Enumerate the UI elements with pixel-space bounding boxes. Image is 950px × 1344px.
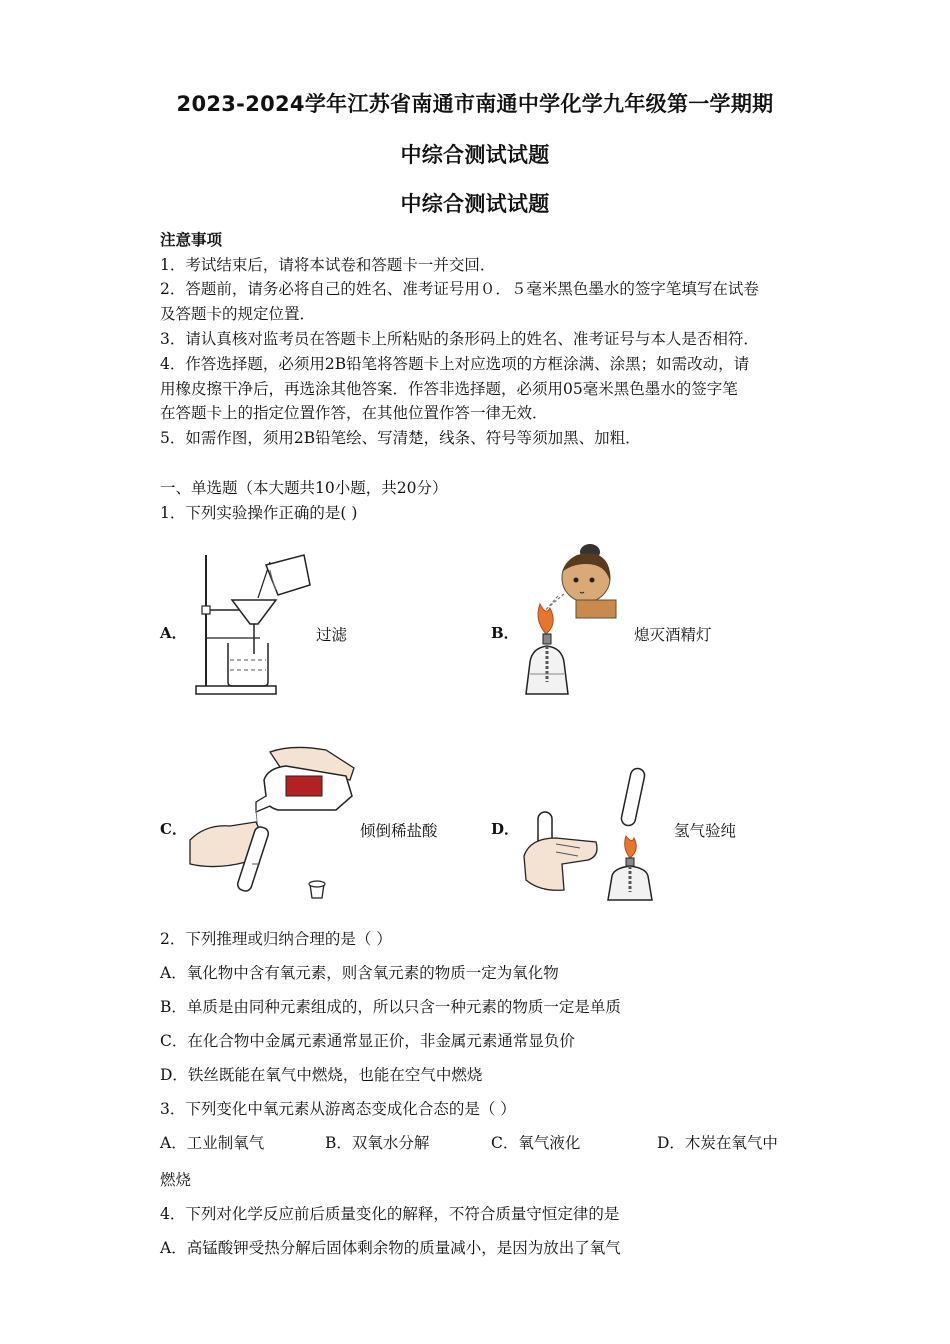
q2-option-d: D．铁丝既能在氧气中燃烧，也能在空气中燃烧 — [160, 1066, 483, 1084]
q1-option-c-caption: 倾倒稀盐酸 — [360, 822, 438, 840]
q4-option-a: A．高锰酸钾受热分解后固体剩余物的质量减小，是因为放出了氧气 — [160, 1239, 621, 1257]
q2-option-a: A．氧化物中含有氧元素，则含氧元素的物质一定为氧化物 — [160, 964, 559, 982]
notice-item: 在答题卡上的指定位置作答，在其他位置作答一律无效． — [160, 404, 548, 422]
question-2-stem: 2．下列推理或归纳合理的是（ ） — [160, 930, 392, 948]
question-1-stem: 1．下列实验操作正确的是( ) — [160, 504, 358, 522]
q1-option-b-caption: 熄灭酒精灯 — [634, 626, 712, 644]
q3-options-row — [160, 1131, 800, 1153]
notice-item: 用橡皮擦干净后，再选涂其他答案．作答非选择题，必须用05毫米黑色墨水的签字笔 — [160, 380, 738, 398]
question-4-stem: 4．下列对化学反应前后质量变化的解释，不符合质量守恒定律的是 — [160, 1205, 620, 1223]
blow-out-lamp-icon — [516, 534, 621, 699]
q2-option-b: B．单质是由同种元素组成的，所以只含一种元素的物质一定是单质 — [160, 998, 621, 1016]
notice-item: 4．作答选择题，必须用2B铅笔将答题卡上对应选项的方框涂满、涂黑；如需改动，请 — [160, 355, 750, 373]
q3-option-b: B．双氧水分解 — [325, 1134, 430, 1152]
q3-option-a: A．工业制氧气 — [160, 1134, 265, 1152]
pour-acid-icon — [186, 740, 366, 910]
notice-item: 2．答题前，请务必将自己的姓名、准考证号用０．５毫米黑色墨水的签字笔填写在试卷 — [160, 280, 759, 298]
page-subtitle: 中综合测试试题 — [400, 143, 550, 167]
question-3-stem: 3．下列变化中氧元素从游离态变成化合态的是（ ） — [160, 1100, 516, 1118]
notice-heading: 注意事项 — [160, 230, 223, 249]
section-heading: 一、单选题（本大题共10小题，共20分） — [160, 479, 448, 497]
notice-item: 及答题卡的规定位置． — [160, 305, 316, 323]
q1-option-a-label: A． — [160, 624, 187, 642]
q1-option-b-label: B． — [491, 624, 519, 642]
hydrogen-purity-icon — [520, 764, 670, 904]
q3-option-d-wrap: 燃烧 — [160, 1171, 192, 1189]
page-title: 2023-2024学年江苏省南通市南通中学化学九年级第一学期期 — [176, 92, 774, 116]
q2-option-c: C．在化合物中金属元素通常显正价，非金属元素通常显负价 — [160, 1032, 575, 1050]
notice-item: 3．请认真核对监考员在答题卡上所粘贴的条形码上的姓名、准考证号与本人是否相符． — [160, 330, 759, 348]
page-subtitle-repeat: 中综合测试试题 — [400, 192, 550, 216]
q1-option-d-caption: 氢气验纯 — [674, 822, 737, 840]
q1-option-c-label: C． — [160, 820, 187, 838]
q1-option-a-caption: 过滤 — [316, 626, 348, 644]
notice-item: 5．如需作图，须用2B铅笔绘、写清楚，线条、符号等须加黑、加粗． — [160, 429, 641, 447]
notice-item: 1．考试结束后，请将本试卷和答题卡一并交回． — [160, 256, 496, 274]
filtration-icon — [192, 550, 317, 698]
q3-option-c: C．氧气液化 — [491, 1134, 581, 1152]
q3-option-d: D．木炭在氧气中 — [657, 1134, 778, 1152]
q1-option-d-label: D． — [491, 820, 520, 838]
